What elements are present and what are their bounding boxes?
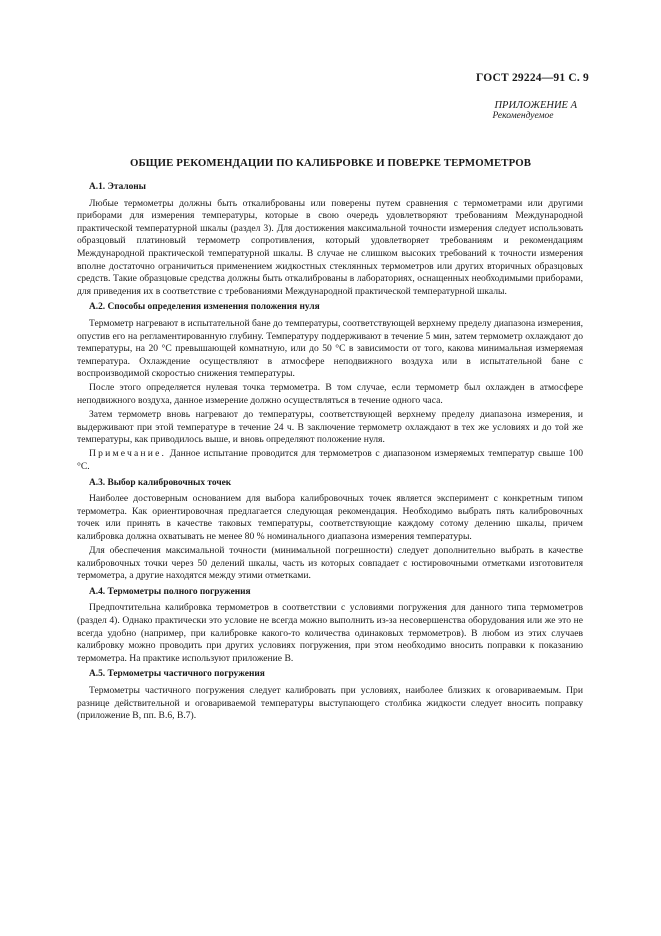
- annex-label-block: [494, 100, 577, 122]
- note-text: Данное испытание проводится для термометров с диапазоном измеряемых температур свыше 100 °С.: [77, 448, 583, 472]
- section-a1: [77, 181, 583, 298]
- note: [77, 448, 583, 473]
- document-body: [77, 178, 583, 724]
- note-label: Примечание.: [89, 448, 167, 460]
- section-heading: А.2. Способы определения изменения положения нуля: [89, 302, 320, 313]
- annex-status: Рекомендуемое: [492, 111, 554, 121]
- section-a4: [77, 586, 583, 666]
- paragraph: Наиболее достоверным основанием для выбора калибровочных точек является эксперимент с конкретным типом термометра. Как ориентировочная предлагается следующая рекомендация. Необходимо выбрать пять калибровочных точек или принять в качестве таковых температуры, соответствующие каждому сотому делению шкалы, причем калибровка должна охватывать не менее 80 % номинального диапазона измерения температуры.: [77, 493, 583, 542]
- annex-label: ПРИЛОЖЕНИЕ А: [494, 100, 577, 111]
- paragraph: Затем термометр вновь нагревают до температуры, соответствующей верхнему пределу диапазона измерения, и выдерживают при этой температуре в течение 24 ч. В заключение термометр охлаждают в тех же условиях и до той же температуры, как приводилось выше, и вновь определяют положение нуля.: [77, 409, 583, 446]
- section-heading: А.1. Эталоны: [89, 182, 147, 192]
- paragraph: Термометр нагревают в испытательной бане до температуры, соответствующей верхнему пределу диапазона измерения, опустив его на регламентированную глубину. Температуру поддерживают в течение 5 мин, затем термометр охлаждают до температуры, на 20 °С превышающей комнатную, или до 50 °С в зависимости от того, какова минимальная измеряемая температура. Охлаждение осуществляют в атмосфере неподвижного воздуха или в испытательной бане с воспроизводимой скоростью снижения температуры.: [77, 317, 583, 380]
- section-a5: [77, 668, 583, 722]
- document-title: ОБЩИЕ РЕКОМЕНДАЦИИ ПО КАЛИБРОВКЕ И ПОВЕРКЕ ТЕРМОМЕТРОВ: [129, 157, 532, 169]
- paragraph: Предпочтительна калибровка термометров в соответствии с условиями погружения для данного типа термометров (раздел 4). Однако практически это условие не всегда можно выполнить из-за несовершенства оборудования или же это не всегда удобно (например, при калибровке какого-то количества одинаковых термометров). В любом из этих случаев калибровку можно проводить при других условиях погружения, при этом необходимо вносить поправки к показанию термометра. На практике используют приложение В.: [77, 602, 583, 664]
- paragraph: Термометры частичного погружения следует калибровать при условиях, наиболее близких к оговариваемым. При разнице действительной и оговариваемой температуры выступающего столбика жидкости следует вносить поправку (приложение В, пп. В.6, В.7).: [77, 684, 583, 722]
- standard-page-header: ГОСТ 29224—91 С. 9: [476, 72, 589, 84]
- section-a3: [77, 477, 583, 583]
- section-a2: [77, 301, 583, 473]
- section-heading: А.3. Выбор калибровочных точек: [89, 477, 232, 488]
- paragraph: Любые термометры должны быть откалиброваны или поверены путем сравнения с термометрами или другими приборами для измерения температуры, которые в свою очередь удовлетворяют требованиям Международной практической температурной шкалы (раздел 3). Для достижения максимальной точности измерения следует использовать образцовый платиновый термометр сопротивления, который удовлетворяет требованиям и рекомендациям Международной практической температурной шкалы. В случае не слишком высоких требований к точности измерения вполне достаточно ограничиться применением жидкостных стеклянных термометров или других вторичных образцовых средств. Такие образцовые средства должны быть откалиброваны в лабораториях, оснащенных необходимыми приборами, для приведения их в соответствие с требованиями Международной практической температурной шкалы.: [77, 197, 583, 297]
- paragraph: После этого определяется нулевая точка термометра. В том случае, если термометр был охлажден в атмосфере неподвижного воздуха, данное измерение должно осуществляться в течение одного часа.: [77, 382, 583, 406]
- paragraph: Для обеспечения максимальной точности (минимальной погрешности) следует дополнительно выбрать в качестве калибровочных точки через 50 делений шкалы, часть из которых совпадает с юстировочными отметками изготовителя термометра, а другие находятся между этими отметками.: [77, 545, 583, 582]
- section-heading: А.4. Термометры полного погружения: [89, 586, 251, 597]
- section-heading: А.5. Термометры частичного погружения: [89, 669, 265, 680]
